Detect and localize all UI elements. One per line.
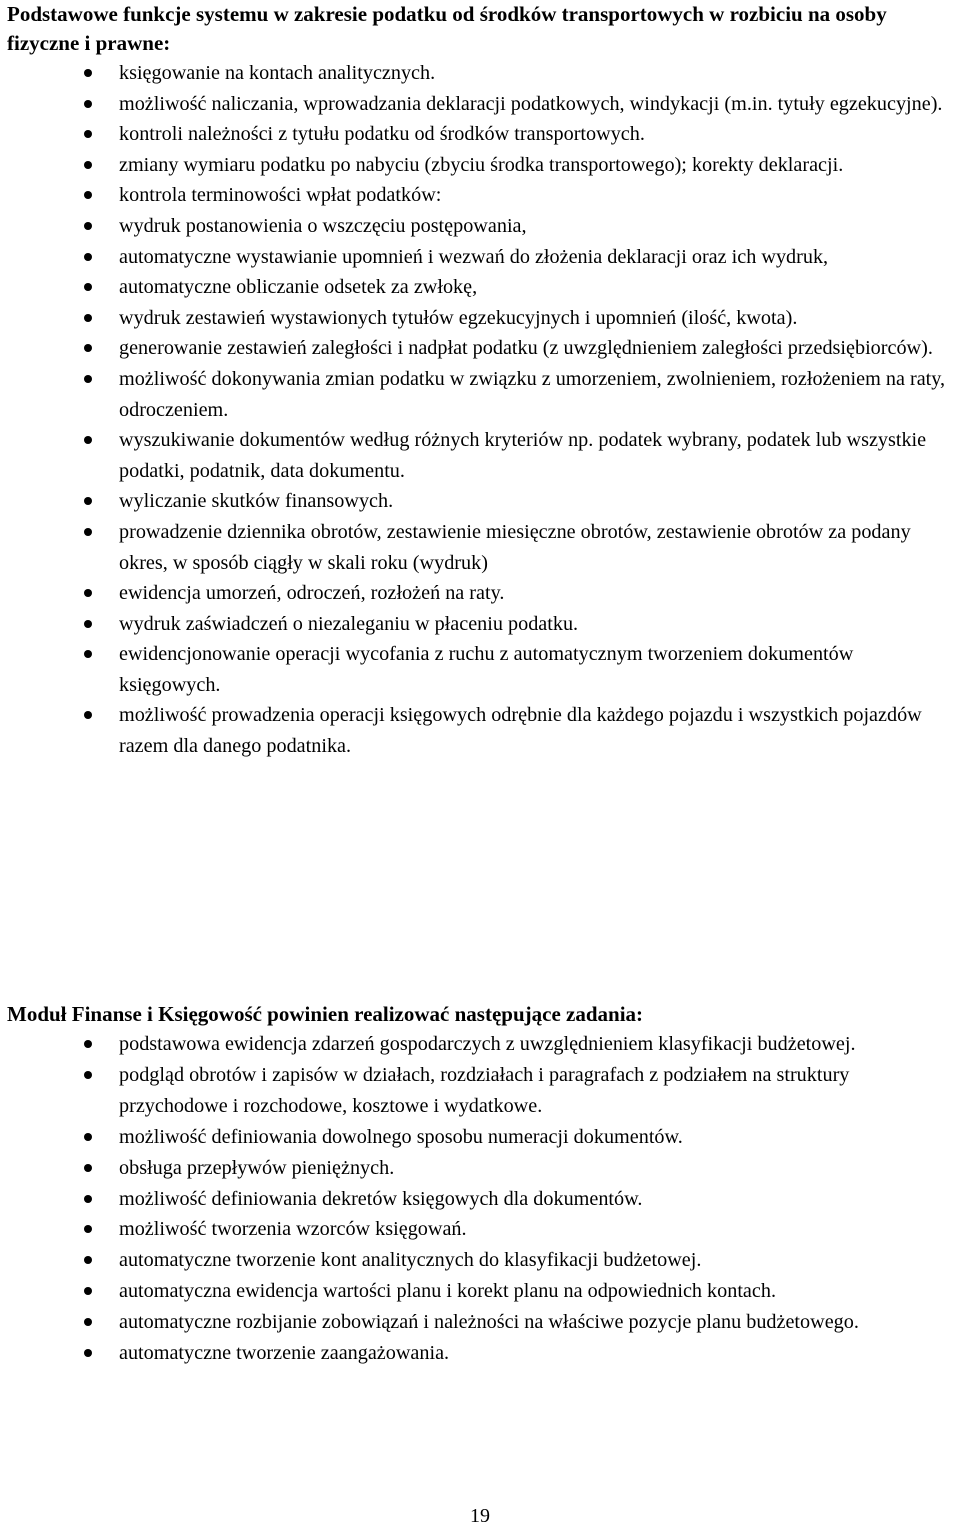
list-item-text: generowanie zestawień zaległości i nadpłat podatku (z uwzględnieniem zaległości przedsiębiorców). [119, 337, 933, 360]
list-item [7, 517, 952, 578]
list-item [7, 1184, 952, 1215]
list-item [7, 1245, 952, 1276]
list-item [7, 211, 952, 242]
bullet-icon [84, 1071, 92, 1079]
list-item [7, 486, 952, 517]
list-item [7, 58, 952, 89]
bullet-icon [84, 100, 92, 108]
list-item-text: automatyczne obliczanie odsetek za zwłokę, [119, 276, 478, 299]
list-item [7, 242, 952, 273]
page-number: 19 [470, 1505, 490, 1527]
list-item-text: możliwość definiowania dekretów księgowych dla dokumentów. [119, 1187, 643, 1210]
list-item [7, 180, 952, 211]
list-item-text: wydruk zaświadczeń o niezaleganiu w płaceniu podatku. [119, 612, 579, 635]
bullet-icon [84, 161, 92, 169]
list-item-text: automatyczne wystawianie upomnień i wezwań do złożenia deklaracji oraz ich wydruk, [119, 245, 829, 268]
list-item-text: wydruk postanowienia o wszczęciu postępowania, [119, 214, 527, 237]
bullet-icon [84, 253, 92, 261]
list-item-text: wyliczanie skutków finansowych. [119, 490, 394, 513]
bullet-icon [84, 436, 92, 444]
bullet-icon [84, 650, 92, 658]
list-item [7, 1060, 952, 1122]
list-item-text: kontrola terminowości wpłat podatków: [119, 184, 442, 207]
bullet-icon [84, 528, 92, 536]
bullet-icon [84, 1040, 92, 1048]
list-item [7, 89, 952, 120]
list-item-text: automatyczne tworzenie kont analitycznych do klasyfikacji budżetowej. [119, 1249, 702, 1272]
list-item-text: podstawowa ewidencja zdarzeń gospodarczych z uwzględnieniem klasyfikacji budżetowej. [119, 1033, 856, 1055]
list-item [7, 425, 952, 486]
section-transport-tax [7, 0, 952, 762]
list-item [7, 1214, 952, 1245]
bullet-icon [84, 314, 92, 322]
bullet-icon [84, 130, 92, 138]
list-item-text: automatyczne tworzenie zaangażowania. [119, 1342, 450, 1365]
list-item-text: możliwość tworzenia wzorców księgowań. [119, 1218, 467, 1241]
bullet-icon [84, 1133, 92, 1141]
bullet-list [7, 58, 952, 762]
list-item [7, 1153, 952, 1184]
bullet-icon [84, 1195, 92, 1203]
bullet-icon [84, 69, 92, 77]
bullet-icon [84, 283, 92, 291]
list-item [7, 609, 952, 640]
list-item-text: możliwość definiowania dowolnego sposobu numeracji dokumentów. [119, 1125, 683, 1148]
list-item [7, 119, 952, 150]
bullet-icon [84, 344, 92, 352]
list-item-text: możliwość prowadzenia operacji księgowych odrębnie dla każdego pojazdu i wszystkich pojazdów razem dla danego podatnika. [119, 704, 922, 758]
list-item [7, 272, 952, 303]
bullet-icon [84, 497, 92, 505]
bullet-icon [84, 1349, 92, 1357]
section-finance-accounting [7, 1000, 952, 1369]
list-item-text: automatyczna ewidencja wartości planu i korekt planu na odpowiednich kontach. [119, 1280, 776, 1303]
bullet-icon [84, 375, 92, 383]
bullet-icon [84, 1287, 92, 1295]
list-item [7, 333, 952, 364]
bullet-icon [84, 1225, 92, 1233]
bullet-icon [84, 620, 92, 628]
list-item-text: wyszukiwanie dokumentów według różnych kryteriów np. podatek wybrany, podatek lub wszystkie podatki, podatnik, data dokumentu. [119, 429, 927, 482]
list-item [7, 578, 952, 609]
list-item [7, 639, 952, 700]
bullet-icon [84, 1164, 92, 1172]
list-item-text: ewidencja umorzeń, odroczeń, rozłożeń na raty. [119, 582, 505, 605]
bullet-icon [84, 1318, 92, 1326]
list-item [7, 1307, 952, 1338]
list-item [7, 700, 952, 761]
bullet-icon [84, 191, 92, 199]
list-item [7, 150, 952, 181]
bullet-list [7, 1029, 952, 1369]
list-item [7, 1122, 952, 1153]
list-item-text: możliwość dokonywania zmian podatku w związku z umorzeniem, zwolnieniem, rozłożeniem na raty, odroczeniem. [119, 367, 946, 421]
list-item [7, 364, 952, 425]
list-item [7, 1276, 952, 1307]
list-item-text: wydruk zestawień wystawionych tytułów egzekucyjnych i upomnień (ilość, kwota). [119, 306, 798, 329]
bullet-icon [84, 1256, 92, 1264]
list-item-text: obsługa przepływów pieniężnych. [119, 1156, 395, 1179]
list-item-text: księgowanie na kontach analitycznych. [119, 62, 436, 84]
list-item [7, 1338, 952, 1369]
list-item-text: kontroli należności z tytułu podatku od środków transportowych. [119, 123, 645, 146]
list-item-text: możliwość naliczania, wprowadzania deklaracji podatkowych, windykacji (m.in. tytuły egzekucyjne). [119, 92, 943, 115]
list-item-text: zmiany wymiaru podatku po nabyciu (zbyciu środka transportowego); korekty deklaracji. [119, 153, 844, 176]
bullet-icon [84, 589, 92, 597]
bullet-icon [84, 222, 92, 230]
list-item-text: prowadzenie dziennika obrotów, zestawienie miesięczne obrotów, zestawienie obrotów za podany okres, w sposób ciągły w skali roku (wydruk) [119, 520, 911, 574]
list-item-text: podgląd obrotów i zapisów w działach, rozdziałach i paragrafach z podziałem na struktury przychodowe i rozchodowe, kosztowe i wydatkowe. [119, 1063, 850, 1117]
list-item-text: ewidencjonowanie operacji wycofania z ruchu z automatycznym tworzeniem dokumentów księgowych. [119, 643, 854, 696]
section-heading: Moduł Finanse i Księgowość powinien realizować następujące zadania: [7, 1002, 644, 1026]
bullet-icon [84, 711, 92, 719]
list-item [7, 303, 952, 334]
list-item-text: automatyczne rozbijanie zobowiązań i należności na właściwe pozycje planu budżetowego. [119, 1311, 859, 1334]
list-item [7, 1029, 952, 1060]
section-heading: Podstawowe funkcje systemu w zakresie podatku od środków transportowych w rozbiciu na osoby fizyczne i prawne: [7, 2, 887, 55]
